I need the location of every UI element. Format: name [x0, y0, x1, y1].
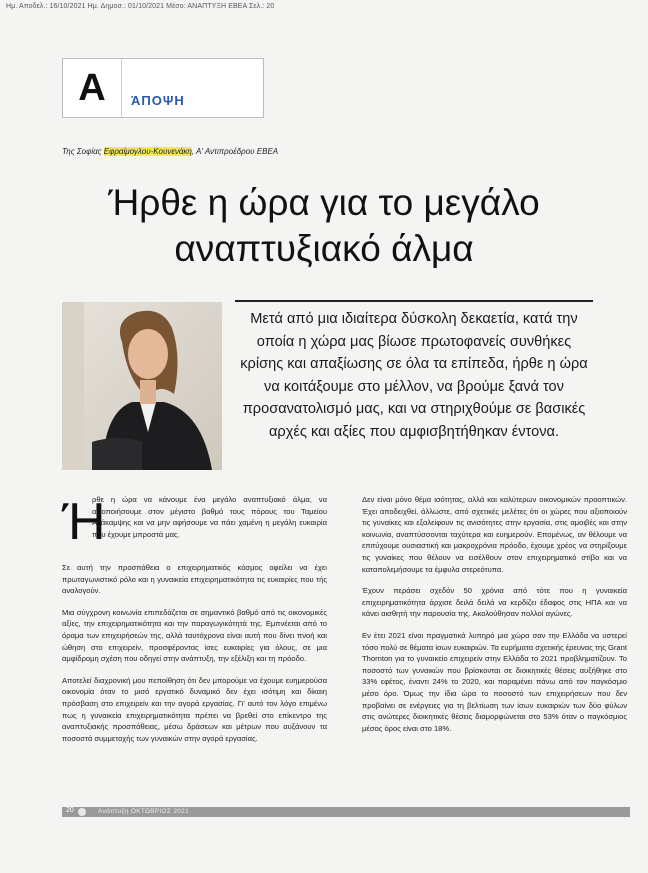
body-paragraph-2: Σε αυτή την προσπάθεια ο επιχειρηματικός κόσμος οφείλει να έχει πρωταγωνιστικό ρόλο και η γυναικεία επιχειρηματικότητα τις ευκαιρίες που τής αναλογούν. — [62, 563, 327, 596]
footer-page-number: 20 — [66, 807, 74, 814]
section-label-box — [62, 58, 264, 118]
body-paragraph-6: Έχουν περάσει σχεδόν 50 χρόνια από τότε που η γυναικεία επιχειρηματικότητα άρχισε δειλά δειλά να κερδίζει έδαφος στις ΗΠΑ και να κάνει αισθητή την παρουσία της. Ακολούθησαν πολλοί αγώνες. — [362, 586, 627, 619]
section-letter: Α — [63, 59, 122, 117]
footer-text: Ανάπτυξη ΟΚΤΩΒΡΙΟΣ 2021 — [98, 808, 189, 815]
lead-paragraph: Μετά από μια ιδιαίτερα δύσκολη δεκαετία, κατά την οποία η χώρα μας βίωσε πρωτοφανείς συνθήκες κρίσης και απαξίωσης σε όλα τα επίπεδα, ήρθε η ώρα να κοιτάξουμε στο μέλλον, να βρούμε ξανά τον προσανατολισμό μας, και να στηριχθούμε σε βασικές αρχές και αξίες που αμφισβητήθηκαν έντονα. — [240, 311, 588, 440]
author-photo — [62, 302, 222, 470]
byline-prefix: Της Σοφίας — [62, 147, 104, 156]
byline-suffix: , Α' Αντιπροέδρου ΕΒΕΑ — [191, 147, 279, 156]
body-paragraph-7: Εν έτει 2021 είναι πραγματικά λυπηρό μια χώρα σαν την Ελλάδα να υστερεί τόσο πολύ σε θέματα ίσων ευκαιριών. Τα ευρήματα σχετικής έρευνας της Grant Thornton για το γυναικείο επιχειρείν στην Ελλάδα το 2021 προβληματίζουν. Το ποσοστό των γυναικών που βρίσκονται σε διοικητικές θέσεις αυξήθηκε στο 33% εφέτος, έναντι 24% το 2020, και παραμένει πάνω από τον παγκόσμιο μέσο όρο. Όμως την ίδια ώρα το ποσοστό των επιχειρήσεων που δεν προβαίνει σε ενέργειες για τη βελτίωση των ίσων ευκαιριών των δύο φύλων στις ανώτερες διοικητικές θέσεις διαμορφώνεται στο 53% όταν ο παγκόσμιος μέσος όρος είναι στο 18%. — [362, 630, 627, 733]
byline — [62, 147, 278, 156]
headline-line-2: αναπτυξιακό άλμα — [174, 228, 474, 269]
drop-cap: Ή — [62, 493, 106, 551]
body-paragraph-3: Μια σύγχρονη κοινωνία επιπεδάζεται σε σημαντικό βαθμό από τις οικονομικές αξίες, την επιχειρηματικότητα και την παραγωγικότητά της. Εμπνέεται από το όραμα των επιχειρήσεών της, αλλά ταυτόχρονα είναι αυτή που δίνει πνοή και ώθηση στο επιχειρείν, προσφέροντας ίσες ευκαιρίες για όλους, σε μια αμφίδρομη σχέση που οδηγεί στην ανάπτυξη, την εξέλιξη και τη πρόοδο. — [62, 607, 327, 664]
magazine-logo-icon — [78, 808, 86, 816]
footer-bar — [62, 807, 630, 817]
body-paragraph-1 — [62, 494, 327, 552]
body-column-left — [62, 494, 327, 754]
headline — [0, 180, 648, 272]
lead-rule — [235, 300, 593, 302]
headline-line-1: Ήρθε η ώρα για το μεγάλο — [108, 182, 540, 223]
section-name: ΆΠΟΨΗ — [131, 93, 185, 108]
byline-author: Εφραίμογλου-Κουνενάκη — [103, 147, 192, 156]
body-column-right — [362, 494, 627, 744]
body-paragraph-1-text: ρθε η ώρα να κάνουμε ένα μεγάλο αναπτυξιακό άλμα, να αξιοποιήσουμε στον μέγιστο βαθμό τους πόρους του Ταμείου Ανάκαμψης και να μην αφήσουμε να πάει χαμένη η μεγάλη ευκαιρία που έχουμε μπροστά μας. — [92, 495, 327, 539]
clipping-header: Ημ. Αποδελ.: 16/10/2021 Ημ. Δημοσ.: 01/10/2021 Μέσο: ΑΝΑΠΤΥΞΗ ΕΒΕΑ Σελ.: 20 — [6, 3, 275, 10]
body-paragraph-5: Δεν είναι μόνο θέμα ισότητας, αλλά και καλύτερων οικονομικών προοπτικών. Έχει αποδειχθεί, άλλωστε, από σχετικές μελέτες ότι οι χώρες που αξιοποιούν τις γυναίκες και εξαλείφουν τις ανισότητες στην εργασία, στις αμοιβές και στην κοινωνία, αναπτύσσονται ταχύτερα και ευημερούν. Επομένως, αν θέλουμε να επιτύχουμε ουσιαστική και μακροχρόνια πρόοδο, έχουμε χρέος να στηρίξουμε τις γυναίκες που θέλουν να εισέλθουν στον επιχειρηματικό στίβο και να καταπολεμήσουμε τα έμφυλα στερεότυπα. — [362, 495, 627, 574]
body-paragraph-4: Αποτελεί διαχρονική μου πεποίθηση ότι δεν μπορούμε να έχουμε ευημερούσα οικονομία όταν το μισό εργατικό δυναμικό δεν έχει ισότιμη και δίκαιη πρόσβαση στο επιχειρείν και την αγορά εργασίας. Γι' αυτό τον λόγο επιμένω πως η γυναικεία επιχειρηματικότητα πρέπει να βρεθεί στο επίκεντρο της αναπτυξιακής προσπάθειας, μέσω δράσεων και μέτρων που αυξάνουν τα ποσοστά συμμετοχής των γυναικών στην αγορά εργασίας. — [62, 675, 327, 743]
